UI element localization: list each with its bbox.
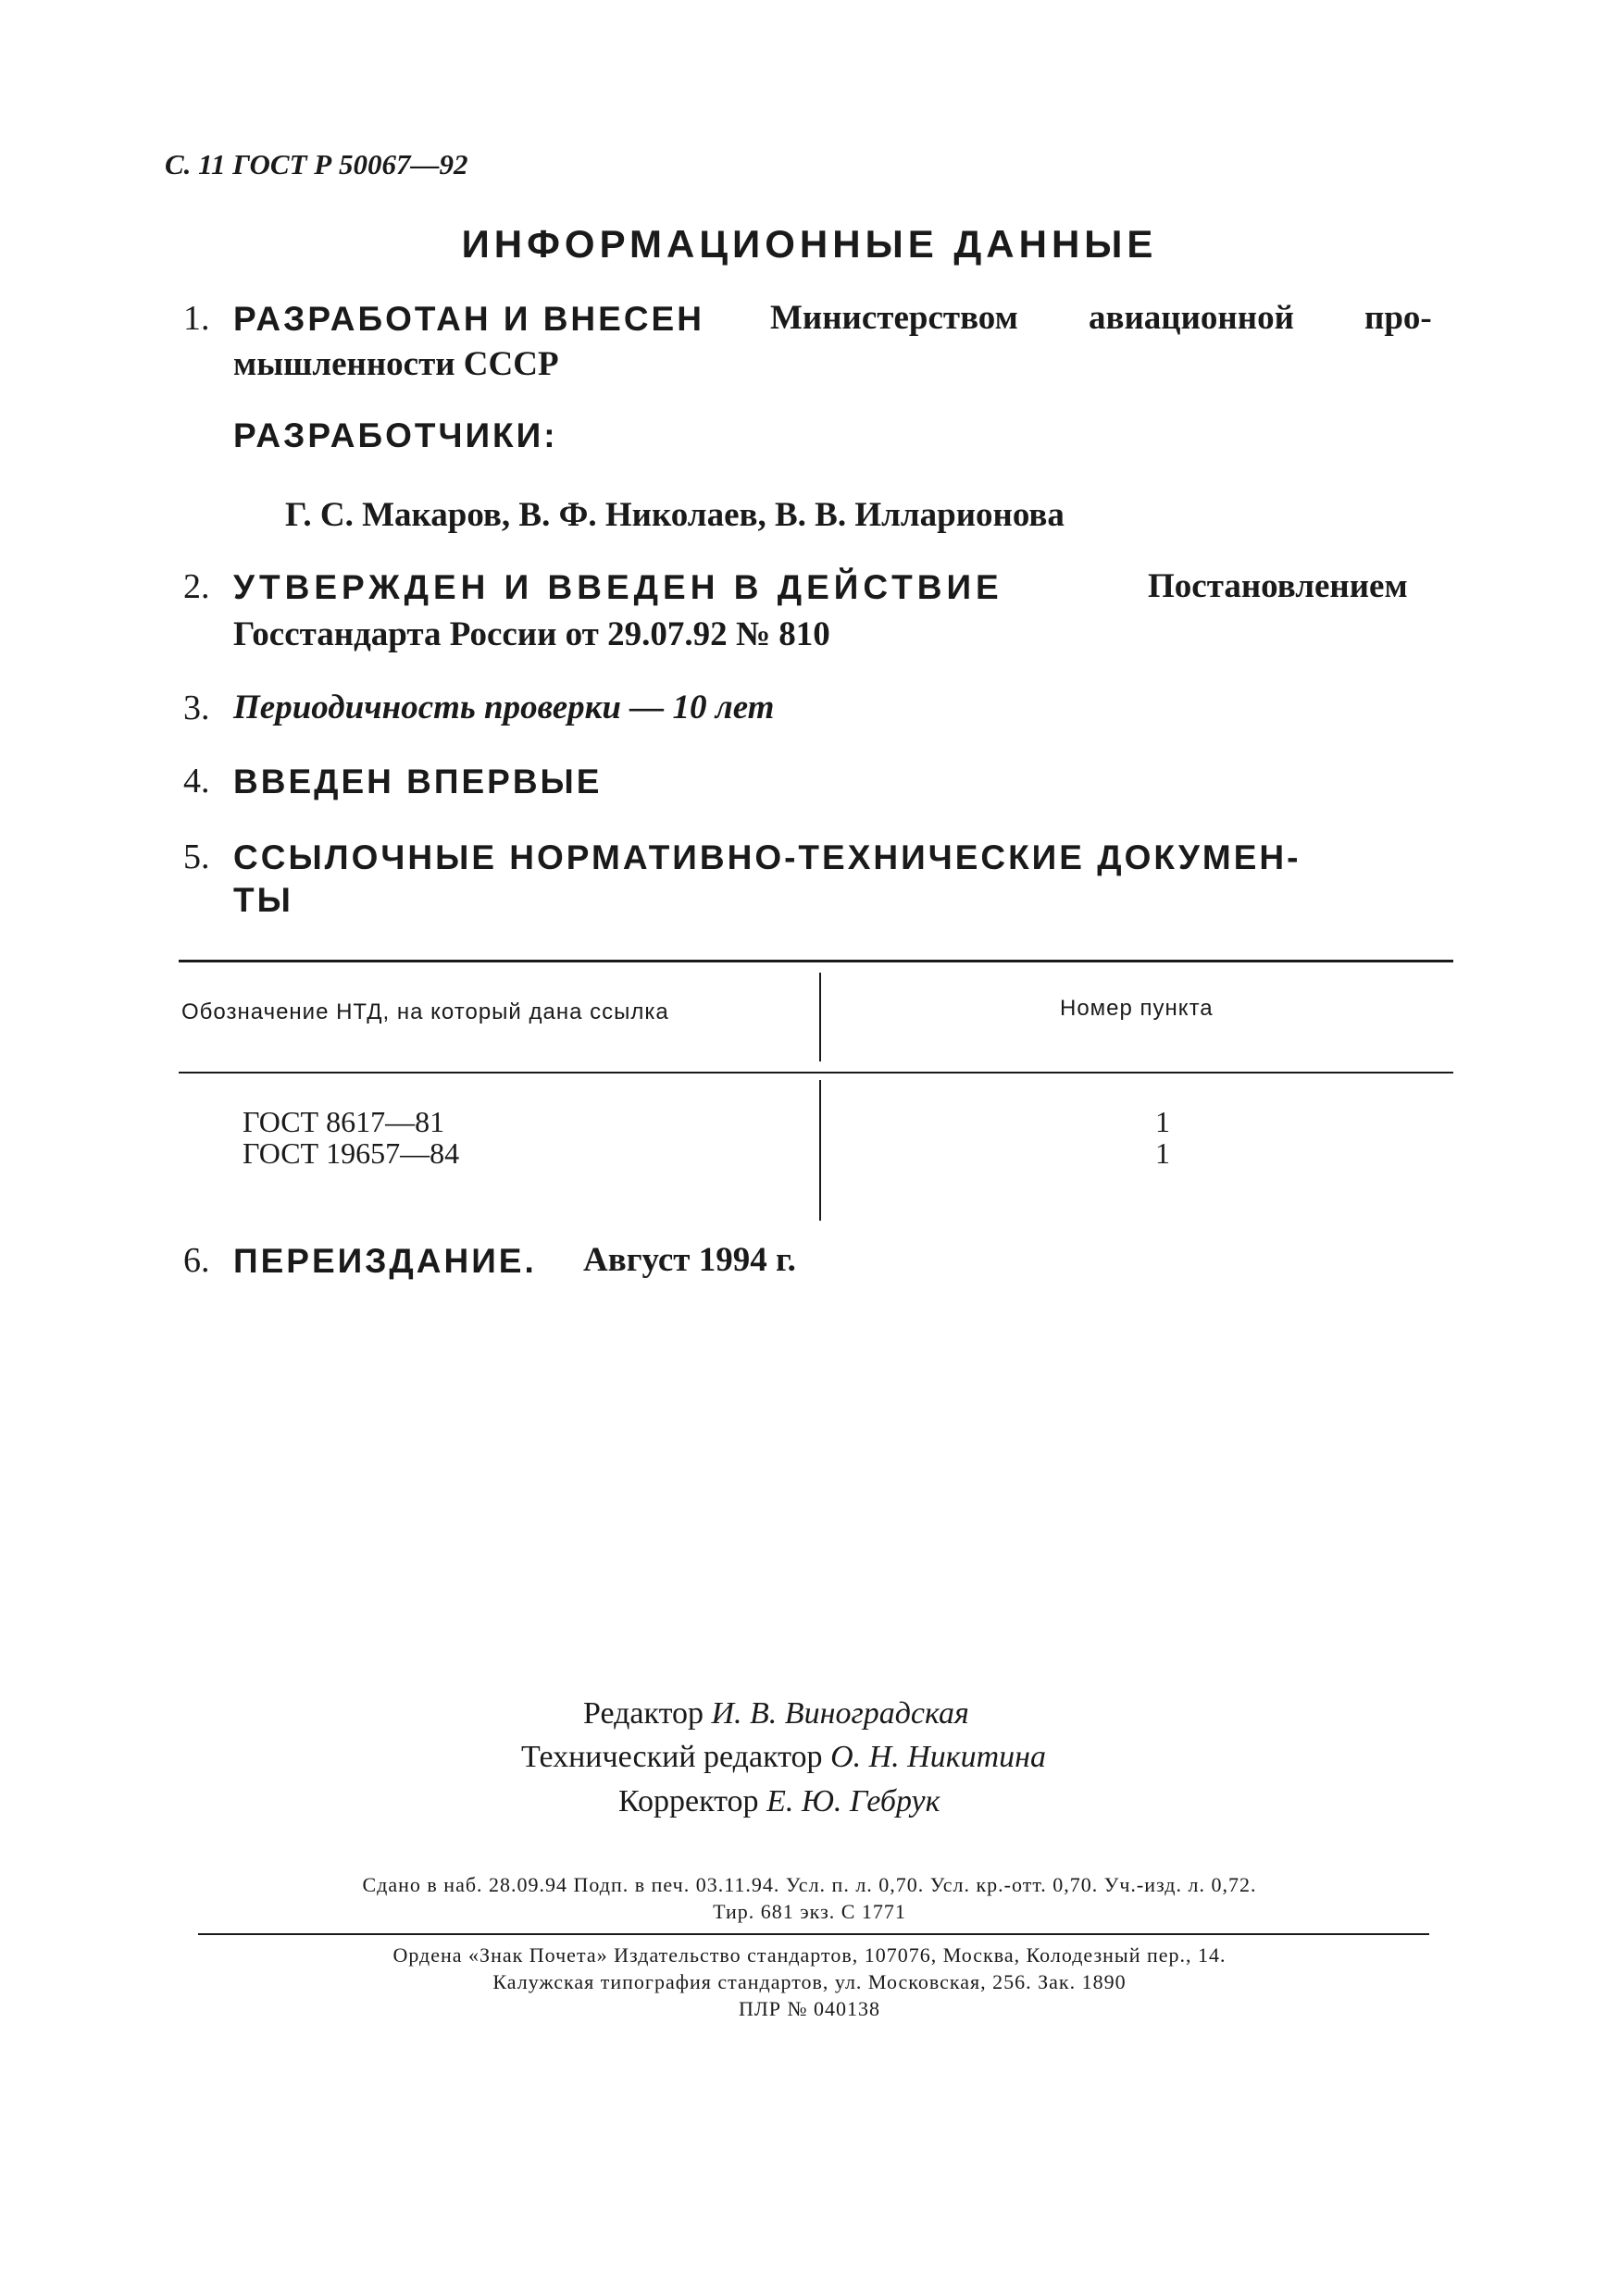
- proofreader-label: Корректор: [618, 1784, 759, 1818]
- proofreader-name: Е. Ю. Гебрук: [766, 1784, 940, 1818]
- imprint-line-5: ПЛР № 040138: [738, 1997, 881, 2020]
- table-header-divider: [819, 973, 821, 1061]
- page-header: С. 11 ГОСТ Р 50067—92: [165, 148, 468, 180]
- item-6-number: 6.: [183, 1241, 210, 1280]
- editor-label: Редактор: [583, 1696, 704, 1731]
- table-col1-header: Обозначение НТД, на который дана ссылка: [181, 999, 669, 1024]
- imprint-line-3: Ордена «Знак Почета» Издательство стандартов, 107076, Москва, Колодезный пер., 14.: [392, 1943, 1227, 1967]
- table-row-1-doc: ГОСТ 8617—81: [243, 1105, 445, 1138]
- item-3-number: 3.: [183, 689, 210, 727]
- table-col2-header: Номер пункта: [1060, 996, 1214, 1021]
- editor-credit: [583, 1696, 969, 1731]
- item-1-line-2: мышленности СССР: [233, 345, 559, 383]
- table-top-rule: [179, 960, 1453, 962]
- item-6-caps: ПЕРЕИЗДАНИЕ.: [233, 1242, 537, 1280]
- item-4-number: 4.: [183, 762, 210, 800]
- item-5-caps: ССЫЛОЧНЫЕ НОРМАТИВНО-ТЕХНИЧЕСКИЕ ДОКУМЕН-: [233, 838, 1301, 876]
- tech-editor-label: Технический редактор: [521, 1740, 823, 1774]
- item-1-text-1: Министерством: [770, 299, 1018, 337]
- table-row-2-clause: 1: [1155, 1136, 1170, 1170]
- item-5-line-2: ТЫ: [233, 881, 293, 919]
- item-3-text: Периодичность проверки — 10 лет: [233, 689, 775, 726]
- imprint-line-1: Сдано в наб. 28.09.94 Подп. в печ. 03.11.94. Усл. п. л. 0,70. Усл. кр.-отт. 0,70. Уч.-изд. л. 0,72.: [362, 1873, 1257, 1896]
- table-row-2-doc: ГОСТ 19657—84: [243, 1136, 460, 1170]
- imprint-line-2: Тир. 681 экз. С 1771: [713, 1900, 906, 1923]
- item-5-number: 5.: [183, 838, 210, 876]
- item-1-text-2: авиационной: [1089, 299, 1294, 337]
- page-title: ИНФОРМАЦИОННЫЕ ДАННЫЕ: [461, 222, 1158, 266]
- tech-editor-credit: [521, 1740, 1046, 1775]
- item-1-text-3: про-: [1364, 299, 1432, 337]
- proofreader-credit: [618, 1784, 940, 1819]
- table-header-rule: [179, 1072, 1453, 1074]
- item-2-caps: УТВЕРЖДЕН И ВВЕДЕН В ДЕЙСТВИЕ: [233, 568, 1003, 606]
- table-row-1-clause: 1: [1155, 1105, 1170, 1138]
- table-body-divider: [819, 1080, 821, 1221]
- developers-heading: РАЗРАБОТЧИКИ:: [233, 416, 558, 454]
- imprint-rule: [198, 1933, 1429, 1935]
- item-2-number: 2.: [183, 567, 210, 606]
- item-1-caps: РАЗРАБОТАН И ВНЕСЕН: [233, 300, 704, 338]
- editor-name: И. В. Виноградская: [711, 1696, 969, 1731]
- item-2-text-1: Постановлением: [1148, 567, 1408, 605]
- item-1-number: 1.: [183, 299, 210, 338]
- item-4-caps: ВВЕДЕН ВПЕРВЫЕ: [233, 763, 603, 800]
- developers-names: Г. С. Макаров, В. Ф. Николаев, В. В. Илларионова: [285, 496, 1065, 534]
- imprint-line-4: Калужская типография стандартов, ул. Московская, 256. Зак. 1890: [492, 1970, 1127, 1993]
- tech-editor-name: О. Н. Никитина: [830, 1740, 1047, 1774]
- item-6-text: Август 1994 г.: [583, 1241, 796, 1279]
- item-2-line-2: Госстандарта России от 29.07.92 № 810: [233, 615, 830, 653]
